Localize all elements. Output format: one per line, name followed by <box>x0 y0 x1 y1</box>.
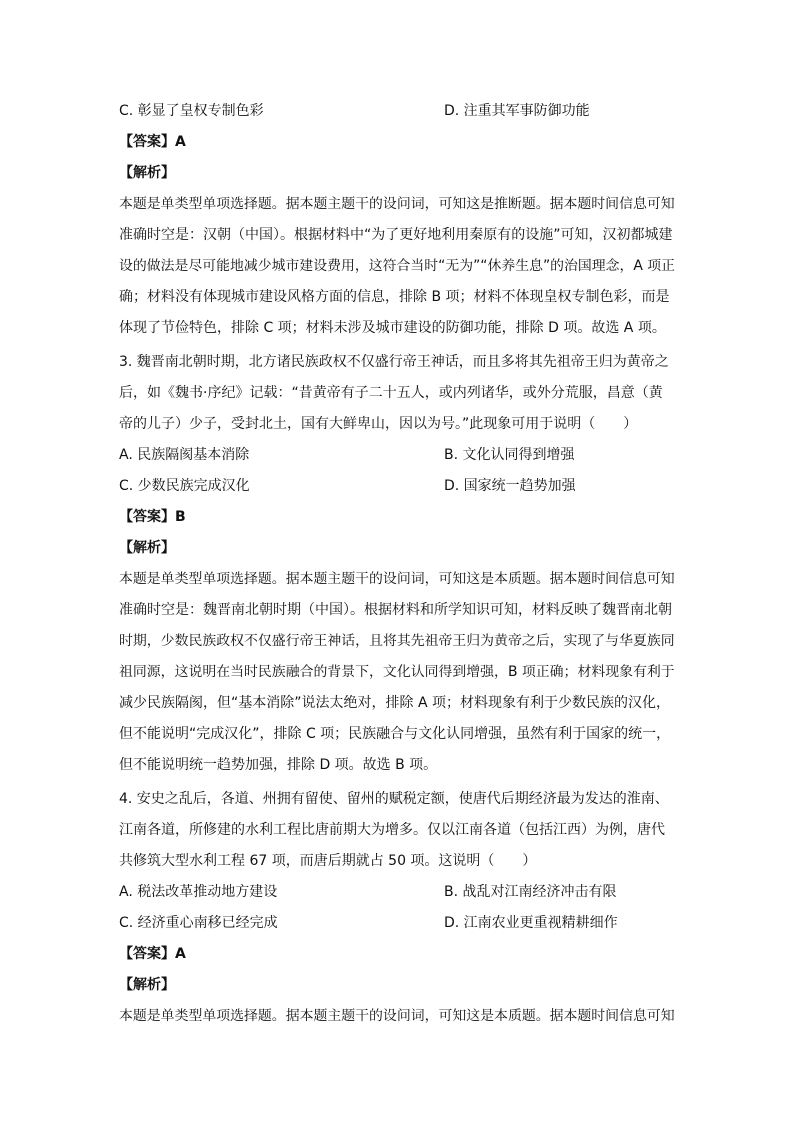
analysis-line: 减少民族隔阂，但“基本消除”说法太绝对，排除 A 项；材料现象有利于少数民族的汉化， <box>119 695 670 711</box>
analysis-line: 但不能说明“完成汉化”，排除 C 项；民族融合与文化认同增强，虽然有利于国家的统一， <box>119 726 671 742</box>
answer-label: 【答案】B <box>119 509 186 525</box>
question-stem: 4. 安史之乱后，各道、州拥有留使、留州的赋税定额，使唐代后期经济最为发达的淮南、 <box>119 791 669 807</box>
option-c: C. 经济重心南移已经完成 <box>119 915 278 931</box>
answer-label: 【答案】A <box>119 134 186 150</box>
analysis-line: 设的做法是尽可能地减少城市建设费用，这符合当时“无为”“休养生息”的治国理念，A 项正 <box>119 258 676 274</box>
option-b: B. 文化认同得到增强 <box>444 447 575 463</box>
option-b: B. 战乱对江南经济冲击有限 <box>444 884 617 900</box>
analysis-label: 【解析】 <box>119 165 175 181</box>
option-d: D. 注重其军事防御功能 <box>444 103 590 119</box>
option-d: D. 国家统一趋势加强 <box>444 478 576 494</box>
question-stem: 江南各道，所修建的水利工程比唐前期大为增多。仅以江南各道（包括江西）为例，唐代 <box>119 822 665 838</box>
analysis-line: 本题是单类型单项选择题。据本题主题干的设问词，可知这是本质题。据本题时间信息可知 <box>119 571 675 587</box>
option-d: D. 江南农业更重视精耕细作 <box>444 915 618 931</box>
analysis-line: 准确时空是：魏晋南北朝时期（中国）。根据材料和所学知识可知，材料反映了魏晋南北朝 <box>119 602 672 618</box>
analysis-line: 准确时空是：汉朝（中国）。根据材料中“为了更好地利用秦原有的设施”可知，汉初都城建 <box>119 227 673 243</box>
option-c: C. 少数民族完成汉化 <box>119 478 250 494</box>
question-stem: 共修筑大型水利工程 67 项，而唐后期就占 50 项。这说明（ ） <box>119 853 537 869</box>
analysis-label: 【解析】 <box>119 977 175 993</box>
question-stem: 3. 魏晋南北朝时期，北方诸民族政权不仅盛行帝王神话，而且多将其先祖帝王归为黄帝之 <box>119 354 669 370</box>
option-c: C. 彰显了皇权专制色彩 <box>119 103 264 119</box>
option-a: A. 税法改革推动地方建设 <box>119 884 278 900</box>
analysis-line: 本题是单类型单项选择题。据本题主题干的设问词，可知这是本质题。据本题时间信息可知 <box>119 1008 675 1024</box>
answer-label: 【答案】A <box>119 946 186 962</box>
analysis-label: 【解析】 <box>119 540 175 556</box>
analysis-line: 本题是单类型单项选择题。据本题主题干的设问词，可知这是推断题。据本题时间信息可知 <box>119 196 675 212</box>
question-stem: 后，如《魏书·序纪》记载：“昔黄帝有子二十五人，或内列诸华，或外分荒服，昌意（黄 <box>119 385 663 401</box>
analysis-line: 时期，少数民族政权不仅盛行帝王神话，且将其先祖帝王归为黄帝之后，实现了与华夏族同 <box>119 633 675 649</box>
analysis-line: 祖同源，这说明在当时民族融合的背景下，文化认同得到增强，B 项正确；材料现象有利于 <box>119 664 675 680</box>
question-stem: 帝的儿子）少子，受封北土，国有大鲜卑山，因以为号。”此现象可用于说明（ ） <box>119 416 638 432</box>
analysis-line: 体现了节俭特色，排除 C 项；材料未涉及城市建设的防御功能，排除 D 项。故选 A 项。 <box>119 320 666 336</box>
analysis-line: 但不能说明统一趋势加强，排除 D 项。故选 B 项。 <box>119 757 438 773</box>
analysis-line: 确；材料没有体现城市建设风格方面的信息，排除 B 项；材料不体现皇权专制色彩，而是 <box>119 289 670 305</box>
option-a: A. 民族隔阂基本消除 <box>119 447 250 463</box>
